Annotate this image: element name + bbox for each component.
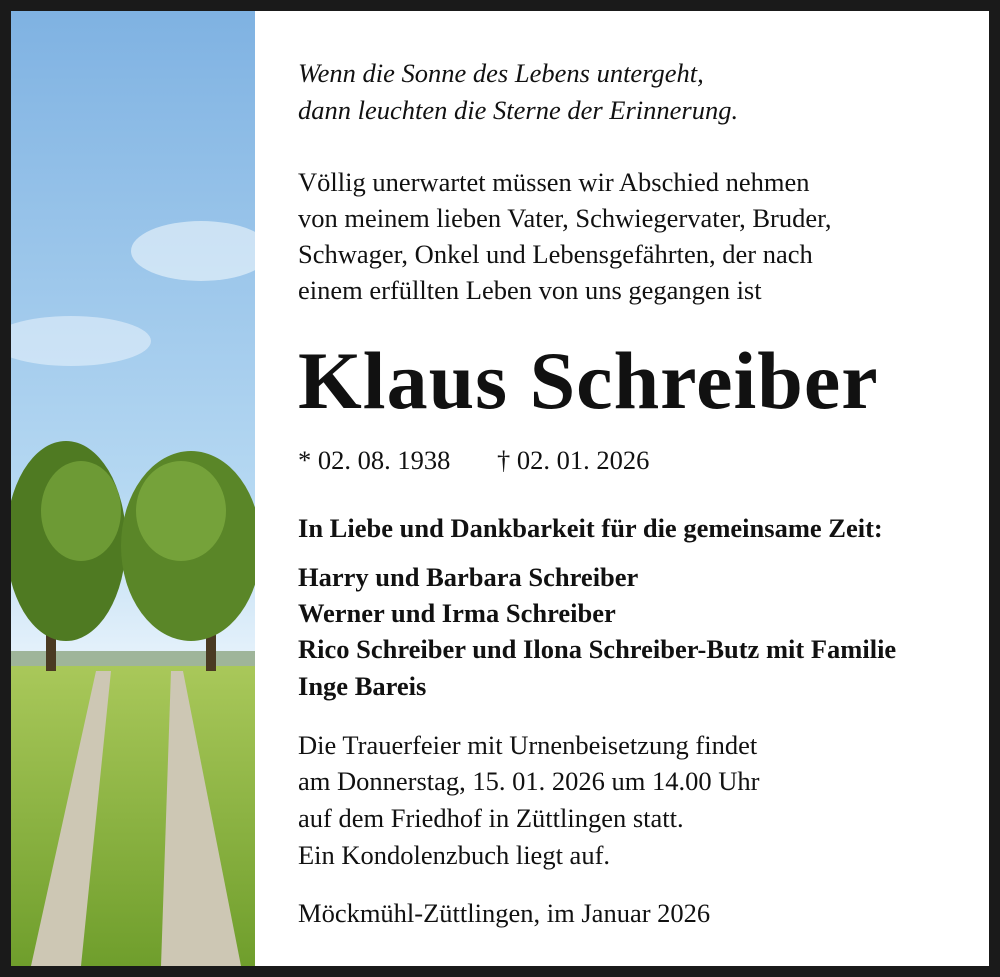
mourner: Harry und Barbara Schreiber: [298, 562, 639, 592]
funeral-line: Die Trauerfeier mit Urnenbeisetzung findet: [298, 730, 758, 760]
intro-line: einem erfüllten Leben von uns gegangen ist: [298, 275, 762, 305]
mourner: Inge Bareis: [298, 671, 427, 701]
mourners-heading: In Liebe und Dankbarkeit für die gemeinsame Zeit:: [298, 513, 883, 543]
funeral-line: auf dem Friedhof in Züttlingen statt.: [298, 803, 684, 833]
quote-line: dann leuchten die Sterne der Erinnerung.: [298, 95, 739, 125]
funeral-line: am Donnerstag, 15. 01. 2026 um 14.00 Uhr: [298, 766, 760, 796]
landscape-photo: [11, 11, 255, 966]
funeral-line: Ein Kondolenzbuch liegt auf.: [298, 840, 611, 870]
deceased-name: Klaus Schreiber: [298, 335, 879, 426]
death-date: † 02. 01. 2026: [497, 445, 650, 475]
intro-line: Völlig unerwartet müssen wir Abschied nehmen: [298, 167, 810, 197]
closing-place-date: Möckmühl-Züttlingen, im Januar 2026: [298, 898, 711, 928]
intro-line: Schwager, Onkel und Lebensgefährten, der nach: [298, 239, 813, 269]
quote-line: Wenn die Sonne des Lebens untergeht,: [298, 58, 704, 88]
intro-line: von meinem lieben Vater, Schwiegervater, Bruder,: [298, 203, 832, 233]
mourner: Rico Schreiber und Ilona Schreiber-Butz mit Familie: [298, 634, 897, 664]
mourner: Werner und Irma Schreiber: [298, 598, 616, 628]
birth-date: * 02. 08. 1938: [298, 445, 451, 475]
